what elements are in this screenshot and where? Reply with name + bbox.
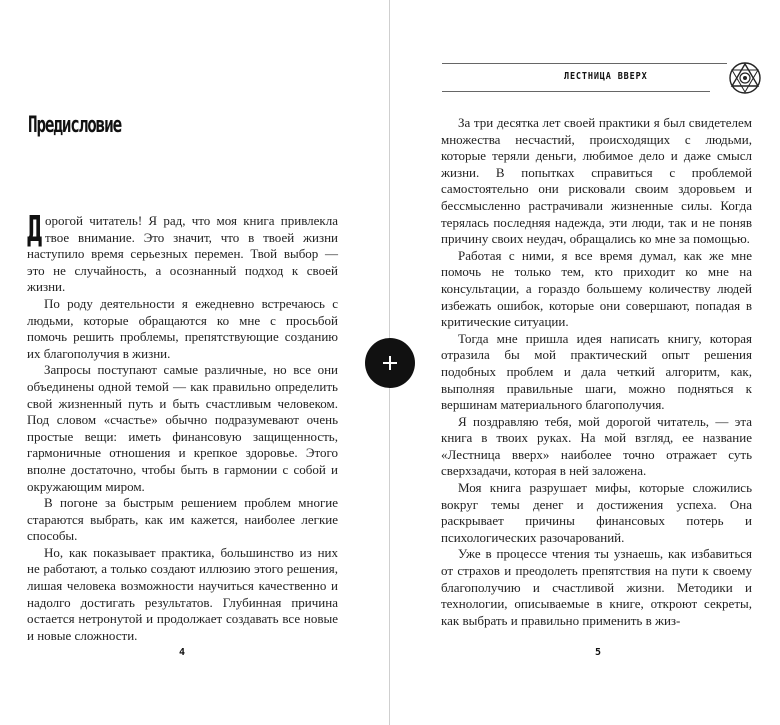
- chapter-title: Предисловие: [28, 113, 122, 138]
- paragraph: Тогда мне пришла идея написать книгу, которая отразила бы мой практический опыт решения подобных проблем и дала четкий алгоритм, как, выполняя правильные шаги, можно подняться к вершинам материального благополучия.: [441, 330, 752, 413]
- left-page-text: [27, 209, 338, 644]
- running-head-title: ЛЕСТНИЦА ВВЕРХ: [564, 71, 648, 82]
- paragraph: [27, 209, 338, 296]
- right-page-text: [441, 115, 752, 629]
- running-head: [442, 63, 775, 95]
- paragraph: По роду деятельности я ежедневно встречаюсь с людьми, которые обращаются ко мне с просьбой помочь решить проблемы, препятствующие созданию их благополучия в жизни.: [27, 295, 338, 361]
- paragraph: Моя книга разрушает мифы, которые сложились вокруг темы денег и достижения успеха. Она раскрывает причины финансовых потерь и психологических разочарований.: [441, 480, 752, 545]
- plus-icon: [381, 354, 399, 372]
- paragraph: Запросы поступают самые различные, но все они объединены одной темой — как правильно определить свой жизненный путь и быть счастливым человеком. Под словом «счастье» обычно подразумевают очень простые вещи: иметь финансовую защищенность, гармоничные отношения и крепкое здоровье. Этого вполне достаточно, чтобы быть в гармонии с собой и окружающим миром.: [27, 362, 338, 494]
- paragraph: В погоне за быстрым решением проблем многие стараются выбрать, как им кажется, наиболее легкие способы.: [27, 495, 338, 544]
- drop-cap: Д: [27, 209, 43, 250]
- add-button[interactable]: [365, 338, 415, 388]
- right-page: [390, 0, 780, 725]
- page-number-left: 4: [179, 647, 186, 658]
- paragraph: Работая с ними, я все время думал, как же мне помочь не только тем, кто приходит ко мне на консультации, а гораздо большему количеству людей избежать ошибок, которые они совершают, попадая в критические ситуации.: [441, 247, 752, 330]
- page-number-right: 5: [595, 647, 602, 658]
- left-page: [0, 0, 389, 725]
- running-head-rule-bottom: [442, 91, 710, 92]
- paragraph: За три десятка лет своей практики я был свидетелем множества несчастий, происходящих с людьми, которые теряли деньги, любимое дело и даже смысл жизни. В попытках справиться с проблемой самостоятельно они рисковали своим здоровьем и бессмысленно растрачивали жизненные силы. Когда терялась последняя надежда, эти люди, так и не поняв причину своих неудач, обращались ко мне за помощью.: [441, 115, 752, 247]
- running-head-rule-top: [442, 63, 727, 64]
- paragraph-text: орогой читатель! Я рад, что моя книга привлекла твое внимание. Это значит, что в твоей жизни наступило время серьезных перемен. Твой выбор — это не случайность, а осознанный подход к своей жизни.: [27, 213, 338, 295]
- paragraph: Уже в процессе чтения ты узнаешь, как избавиться от страхов и преодолеть препятствия на пути к своему благополучию и счастливой жизни. Методики и технологии, описываемые в книге, откроют секреты, как выбрать и правильно применить в жиз-: [441, 546, 752, 628]
- paragraph: Я поздравляю тебя, мой дорогой читатель, — эта книга в твоих руках. На мой взгляд, ее название «Лестница вверх» наиболее точно отражает суть сверхзадачи, которая в ней заложена.: [441, 413, 752, 479]
- triangle-eye-emblem-icon: [727, 60, 763, 96]
- paragraph: Но, как показывает практика, большинство из них не работают, а только создают иллюзию этого решения, лишая человека возможности научиться качественно и надолго достигать результатов. Глубинная причина остается нетронутой и продолжает создавать все новые и новые сложности.: [27, 544, 338, 643]
